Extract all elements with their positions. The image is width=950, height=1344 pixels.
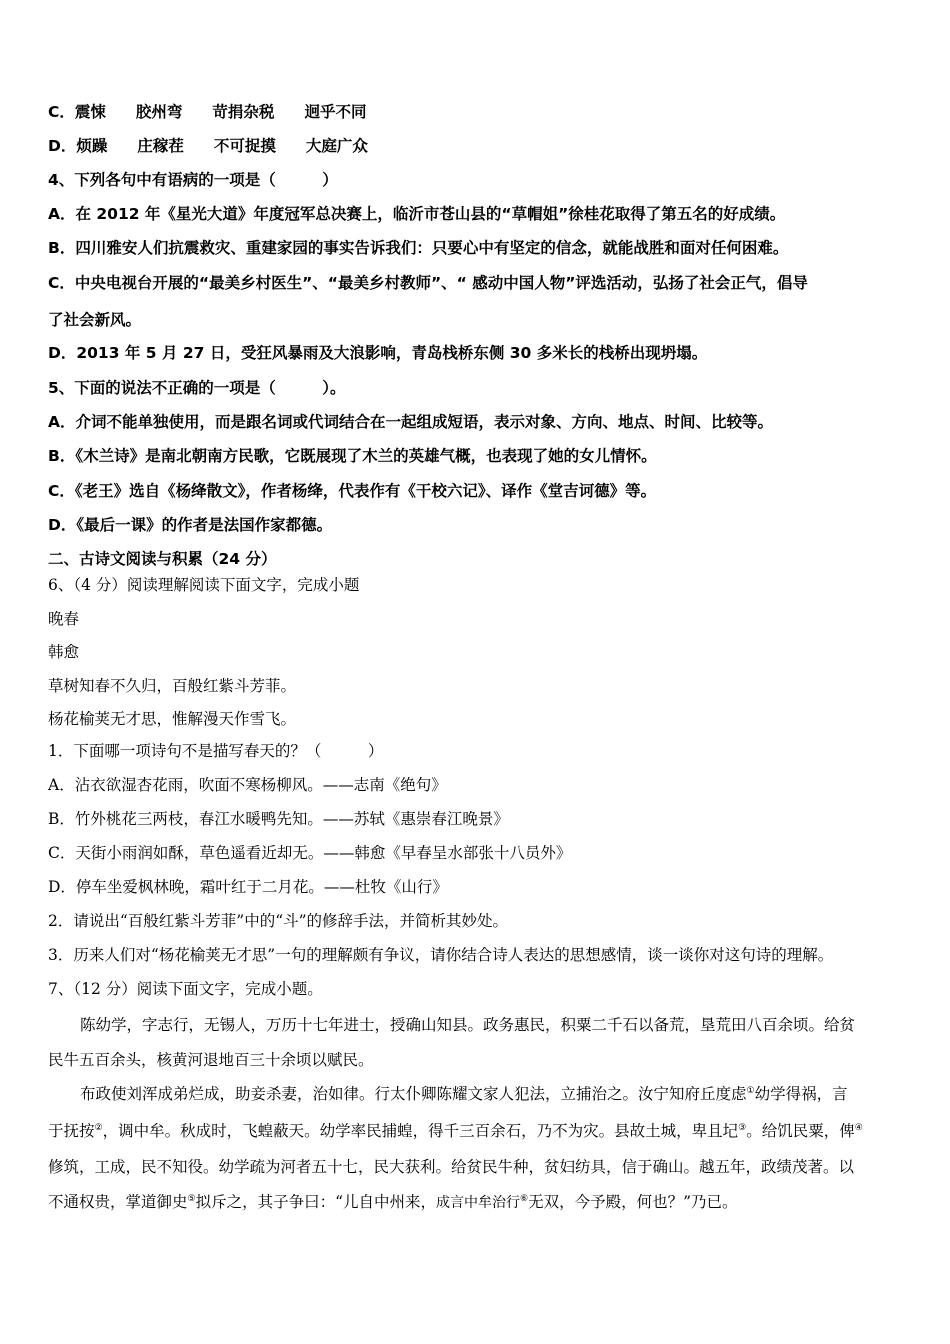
q6-sub-1-option-a: A．沾衣欲湿杏花雨，吹面不寒杨柳风。——志南《绝句》 (48, 776, 447, 794)
passage-p1-line-2: 民牛五百余头，核黄河退地百三十余顷以赋民。 (48, 1051, 374, 1069)
q5-option-d: D．《最后一课》的作者是法国作家都德。 (48, 516, 333, 534)
q4-option-b: B．四川雅安人们抗震救灾、重建家园的事实告诉我们：只要心中有坚定的信念，就能战胜和面对任何困难。 (48, 239, 789, 257)
q5-stem: 5、下面的说法不正确的一项是（ ）。 (48, 379, 346, 397)
q4-option-c: C．中央电视台开展的“最美乡村医生”、“最美乡村教师”、“ 感动中国人物”评选活动，弘扬了社会正气，倡导 (48, 274, 808, 292)
q6-sub-2: 2．请说出“百般红紫斗芳菲”中的“斗”的修辞手法，并简析其妙处。 (48, 912, 509, 930)
q5-option-a: A．介词不能单独使用，而是跟名词或代词结合在一起组成短语，表示对象、方向、地点、时间、比较等。 (48, 413, 773, 431)
q5-option-b: B．《木兰诗》是南北朝南方民歌，它既展现了木兰的英雄气概，也表现了她的女儿情怀。 (48, 447, 657, 465)
passage-p1-line-1: 陈幼学，字志行，无锡人，万历十七年进士，授确山知县。政务惠民，积粟二千石以备荒，垦荒田八百余顷。给贫 (80, 1016, 856, 1034)
note-4: ④ (854, 1122, 863, 1133)
q6-sub-1-option-c: C．天街小雨润如酥，草色遥看近却无。——韩愈《早春呈水部张十八员外》 (48, 844, 572, 862)
note-6: ⑥ (520, 1193, 529, 1204)
poem-author: 韩愈 (48, 643, 80, 661)
passage-p2-line-2: 于抚按②，调中牟。秋成时，飞蝗蔽天。幼学率民捕蝗，得千三百余石，乃不为灾。县故土城，卑且圮③。给饥民粟，俾④ (48, 1122, 863, 1140)
q6-sub-1: 1．下面哪一项诗句不是描写春天的？（ ） (48, 742, 384, 760)
passage-p2-line-3: 修筑，工成，民不知役。幼学疏为河者五十七，民大获利。给贫民牛种，贫妇纺具，信于确山。越五年，政绩茂著。以 (48, 1158, 855, 1176)
q7-stem: 7、（12 分）阅读下面文字，完成小题。 (48, 980, 323, 998)
passage-p2-line-1: 布政使刘浑成弟烂成，助妾杀妻，治如律。行太仆卿陈耀文家人犯法，立捕治之。汝宁知府丘度虑①幼学得祸，言 (80, 1085, 848, 1103)
section-heading: 二、古诗文阅读与积累（24 分） (48, 550, 277, 568)
note-5: ⑤ (187, 1193, 196, 1204)
poem-line-2: 杨花榆荚无才思，惟解漫天作雪飞。 (48, 710, 297, 728)
note-2: ② (94, 1122, 103, 1133)
q5-option-c: C．《老王》选自《杨绛散文》，作者杨绛，代表作有《干校六记》、译作《堂吉诃德》等。 (48, 482, 657, 500)
q6-sub-1-option-b: B．竹外桃花三两枝，春江水暖鸭先知。——苏轼《惠崇春江晚景》 (48, 810, 509, 828)
q3-option-d: D．烦躁 庄稼茬 不可捉摸 大庭广众 (48, 137, 368, 155)
q6-stem: 6、（4 分）阅读理解阅读下面文字，完成小题 (48, 576, 360, 594)
q6-sub-1-option-d: D．停车坐爱枫林晚，霜叶红于二月花。——杜牧《山行》 (48, 878, 448, 896)
q4-option-d: D．2013 年 5 月 27 日，受狂风暴雨及大浪影响，青岛栈桥东侧 30 多米长的栈桥出现坍塌。 (48, 344, 708, 362)
note-3: ③ (738, 1122, 747, 1133)
q4-option-a: A．在 2012 年《星光大道》年度冠军总决赛上，临沂市苍山县的“草帽姐”徐桂花取得了第五名的好成绩。 (48, 205, 786, 223)
q4-stem: 4、下列各句中有语病的一项是（ ） (48, 171, 338, 189)
q6-sub-3: 3．历来人们对“杨花榆荚无才思”一句的理解颇有争议，请你结合诗人表达的思想感情，谈一谈你对这句诗的理解。 (48, 946, 834, 964)
q3-option-c: C．震悚 胶州弯 苛捐杂税 迥乎不同 (48, 103, 367, 121)
poem-line-1: 草树知春不久归，百般红紫斗芳菲。 (48, 677, 297, 695)
q4-option-c-cont: 了社会新风。 (48, 311, 142, 329)
poem-title: 晚春 (48, 610, 80, 628)
passage-p2-line-4: 不通权贵，掌道御史⑤拟斥之，其子争曰：“儿自中州来，成言中牟治行⑥无双，今予殿，何也？”乃已。 (48, 1193, 738, 1211)
note-1: ① (746, 1085, 755, 1096)
